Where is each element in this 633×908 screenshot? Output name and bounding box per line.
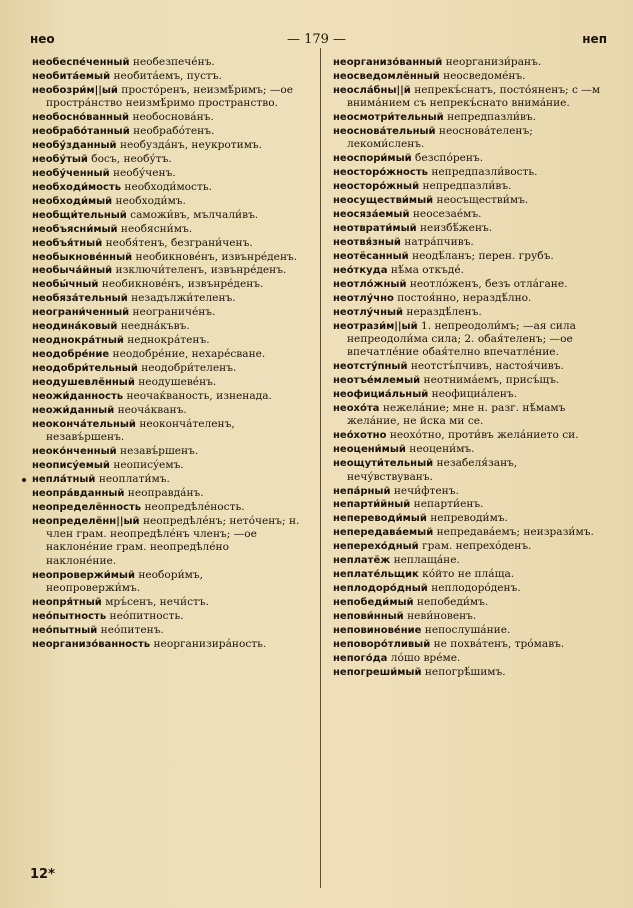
dictionary-entry (32, 390, 300, 403)
dictionary-entry (32, 445, 300, 458)
entry-definition: неоконча́теленъ, незавъ́ршенъ. (46, 417, 235, 444)
dictionary-entry (32, 237, 300, 250)
entry-headword: необосно́ванный (32, 112, 130, 124)
column-divider (320, 48, 321, 888)
page-header (0, 32, 633, 52)
entry-headword: неодина́ковый (32, 321, 118, 333)
entry-definition: просто́ренъ, неизмѣ́римъ; —ое простра́нство неизмѣ́римо пространство. (46, 83, 294, 110)
entry-headword: неоконча́тельный (32, 418, 136, 430)
entry-definition: неотло́женъ, безъ отла́гане. (409, 277, 568, 290)
dictionary-entry (333, 194, 605, 207)
entry-definition: необита́емъ, пустъ. (113, 69, 222, 82)
dictionary-entry (32, 515, 300, 568)
entry-headword: неосведомлённый (333, 70, 440, 82)
entry-headword: необяза́тельный (32, 293, 128, 305)
entry-definition: неосведоме́нъ. (443, 69, 526, 82)
dictionary-entry (333, 652, 605, 665)
entry-definition: мръ́сенъ, нечи́стъ. (105, 596, 209, 608)
dictionary-entry (32, 418, 300, 445)
entry-headword: неосторо́жный (333, 181, 420, 193)
entry-definition: неорганизи́ранъ. (445, 56, 542, 68)
entry-headword: неопра́вданный (32, 487, 125, 499)
entry-headword: нео́ткуда (333, 264, 388, 276)
entry-definition: неодобри́теленъ. (141, 362, 237, 375)
entry-headword: необходи́мый (32, 195, 113, 207)
right-column (333, 56, 605, 680)
entry-headword: непарти́йный (333, 499, 411, 511)
entry-headword: необита́емый (32, 70, 111, 82)
dictionary-entry (32, 251, 300, 264)
entry-headword: необы́чный (32, 279, 99, 291)
entry-definition: натра́пчивъ. (404, 236, 474, 248)
dictionary-entry (333, 70, 605, 83)
dictionary-entry (32, 376, 300, 389)
dictionary-entry (333, 180, 605, 193)
dictionary-entry (333, 485, 605, 498)
dictionary-entry (32, 292, 300, 305)
entry-definition: неофициа́ленъ. (431, 388, 518, 401)
entry-headword: непередава́емый (333, 527, 434, 539)
entry-headword: неповоро́тливый (333, 638, 431, 650)
entry-definition: неорганизира́ность. (153, 637, 267, 650)
entry-headword: необу́тый (32, 153, 88, 165)
entry-definition: неотстъ́пчивъ, настоя́чивъ. (410, 360, 564, 373)
entry-headword: неописýемый (32, 460, 110, 471)
dictionary-entry (32, 459, 300, 472)
entry-headword: неорганизо́ванность (32, 638, 151, 650)
entry-headword: неоспори́мый (333, 153, 412, 165)
dictionary-entry (333, 278, 605, 291)
dictionary-entry (32, 501, 300, 514)
dictionary-entry (333, 610, 605, 623)
dictionary-entry (333, 111, 605, 124)
entry-definition: не похва́тенъ, тро́мавъ. (433, 637, 565, 650)
entry-headword: непогреши́мый (333, 666, 422, 678)
dictionary-entry (333, 292, 605, 305)
dictionary-entry (32, 610, 300, 623)
dictionary-entry (32, 223, 300, 236)
entry-definition: непреводи́мъ. (430, 512, 508, 525)
dictionary-entry (333, 264, 605, 277)
entry-headword: необрабо́танный (32, 126, 130, 138)
dictionary-entry (333, 388, 605, 401)
dictionary-entry (333, 84, 605, 111)
entry-headword: неотло́жный (333, 278, 407, 290)
entry-headword: неощути́тельный (333, 458, 434, 470)
entry-definition: неохо́тно, проти́въ жела́нието си. (389, 429, 579, 442)
dictionary-entry (333, 457, 605, 484)
entry-headword: неоснова́тельный (333, 126, 436, 138)
dictionary-entry (32, 111, 300, 124)
entry-definition: необходи́мость. (124, 180, 212, 193)
entry-headword: необыкнове́нный (32, 251, 133, 263)
entry-headword: неодушевлённый (32, 376, 135, 388)
entry-definition: неоплати́мъ. (98, 472, 170, 485)
entry-headword: неосуществи́мый (333, 195, 434, 207)
entry-headword: неотвя́зный (333, 237, 401, 248)
entry-headword: неплатёж (333, 555, 391, 567)
entry-headword: необъя́тный (32, 237, 103, 249)
entry-definition: постоя́нно, нераздѣ́лно. (397, 291, 532, 304)
entry-definition: нечи́фтенъ. (393, 484, 459, 497)
entry-definition: необя́тенъ, безграни́ченъ. (105, 236, 253, 249)
dictionary-entry (333, 429, 605, 442)
entry-headword: нео́пытный (32, 624, 98, 636)
entry-headword: неожи́данность (32, 390, 124, 402)
page-number: — 179 — (286, 32, 347, 47)
entry-definition: необу́ченъ. (112, 166, 176, 179)
dictionary-entry (32, 348, 300, 361)
entry-definition: неограниче́нъ. (132, 306, 216, 319)
entry-definition: незадължи́теленъ. (131, 292, 236, 305)
entry-headword: неоцени́мый (333, 444, 406, 456)
entry-definition: необоснова́нъ. (132, 111, 214, 124)
entry-definition: нео́питность. (109, 609, 184, 622)
entry-definition: неоснова́теленъ; лекоми́сленъ. (347, 125, 533, 151)
entry-definition: непобеди́мъ. (416, 596, 489, 608)
entry-headword: непови́нный (333, 610, 404, 622)
dictionary-entry (333, 498, 605, 511)
entry-headword: неперехо́дный (333, 541, 419, 553)
entry-definition: безспо́ренъ. (415, 152, 484, 165)
entry-headword: нео́хотно (333, 430, 387, 442)
entry-headword: необходи́мость (32, 181, 122, 193)
entry-headword: неофициа́льный (333, 389, 429, 401)
entry-definition: неосъществи́мъ. (436, 194, 529, 207)
entry-headword: непла́тный (32, 473, 96, 485)
dictionary-entry (333, 306, 605, 319)
entry-definition: неодушеве́нъ. (138, 375, 217, 388)
dictionary-entry (333, 125, 605, 152)
entry-headword: непобеди́мый (333, 597, 414, 608)
entry-headword: неопровержи́мый (32, 569, 135, 581)
entry-definition: изключи́теленъ, извънре́денъ. (115, 264, 287, 277)
entry-definition: неописýемъ. (113, 459, 184, 471)
entry-definition: необикнове́нъ, извънре́денъ. (101, 278, 264, 291)
dictionary-entry (32, 569, 300, 596)
dictionary-entry (333, 320, 605, 360)
entry-headword: неорганизо́ванный (333, 57, 443, 68)
entry-definition: неоправда́нъ. (127, 486, 204, 499)
entry-definition: непредпазли́въ. (422, 180, 512, 193)
entry-definition: 1. непреодоли́мъ; —ая сила непреодоли́ма сила; 2. обая́теленъ; —ое впечатле́ние обая́телно впечатле́ние. (347, 319, 576, 359)
entry-definition: босъ, необу́тъ. (91, 152, 172, 165)
dictionary-entry (333, 236, 605, 249)
dictionary-entry (333, 526, 605, 539)
dictionary-entry (333, 554, 605, 567)
entry-definition: необясни́мъ. (120, 222, 193, 235)
dictionary-entry (32, 320, 300, 333)
dictionary-entry (32, 264, 300, 277)
dictionary-entry (32, 209, 300, 222)
dictionary-entry (32, 362, 300, 375)
entry-headword: необъясни́мый (32, 223, 118, 235)
entry-definition: непослуша́ние. (424, 623, 511, 636)
entry-definition: неплодоро́денъ. (431, 582, 521, 595)
entry-headword: необу́ченный (32, 167, 110, 179)
dictionary-entry (333, 624, 605, 637)
entry-headword: необеспе́ченный (32, 57, 130, 68)
entry-headword: неотёсанный (333, 250, 409, 262)
entry-definition: неопредѣле́нъ; нето́ченъ; н. член грам. неопредѣле́нъ членъ; —ое наклоне́ние грам. неопредѣле́но наклоне́ние. (46, 514, 300, 567)
header-left-guide-word: нео (30, 32, 55, 46)
entry-definition: неопредѣле́ность. (144, 500, 245, 513)
entry-definition: необезпече́нъ. (132, 56, 215, 68)
entry-definition: непредава́емъ; неизрази́мъ. (436, 526, 594, 539)
dictionary-entry (32, 624, 300, 637)
dictionary-entry (333, 250, 605, 263)
entry-headword: необщи́тельный (32, 209, 127, 221)
entry-headword: неосторо́жность (333, 167, 428, 179)
dictionary-entry (333, 222, 605, 235)
dictionary-entry (333, 56, 605, 69)
dictionary-entry (333, 540, 605, 553)
entry-headword: неопределённость (32, 501, 142, 513)
entry-definition: непогрѣ́шимъ. (424, 665, 506, 678)
entry-definition: неизбѣ́женъ. (420, 222, 493, 235)
dictionary-entry (32, 195, 300, 208)
entry-headword: неплате́льщик (333, 569, 419, 581)
dictionary-entry (32, 596, 300, 609)
entry-headword: неодобри́тельный (32, 363, 138, 375)
dictionary-entry (32, 139, 300, 152)
entry-headword: непереводи́мый (333, 513, 427, 525)
entry-headword: неотсту́пный (333, 361, 408, 373)
dictionary-entry (333, 666, 605, 679)
dictionary-entry (32, 638, 300, 651)
entry-definition: незабеля́занъ, нечу́вствуванъ. (347, 457, 518, 483)
entry-headword: неопря́тный (32, 597, 102, 608)
entry-definition: необходи́мъ. (115, 194, 186, 207)
entry-headword: непого́да (333, 652, 388, 664)
dictionary-entry (333, 166, 605, 179)
dictionary-entry (32, 153, 300, 166)
entry-headword: непа́рный (333, 485, 391, 497)
entry-definition: нео́питенъ. (100, 623, 164, 636)
entry-definition: неодобре́ние, нехаре́сване. (112, 348, 266, 361)
entry-headword: неотлу́чный (333, 306, 404, 318)
entry-headword: неосла́бны||й (333, 84, 411, 96)
dictionary-entry (333, 512, 605, 525)
entry-headword: нео́пытность (32, 610, 107, 622)
dictionary-entry (32, 167, 300, 180)
entry-definition: непредпазли́въ. (447, 111, 537, 124)
entry-headword: неотлу́чно (333, 292, 394, 304)
dictionary-entry (333, 152, 605, 165)
entry-headword: неосяза́емый (333, 209, 410, 221)
entry-headword: неожи́данный (32, 404, 115, 416)
entry-headword: неоко́нченный (32, 446, 117, 458)
dictionary-entry (32, 278, 300, 291)
entry-headword: неотврати́мый (333, 223, 417, 235)
dictionary-entry (333, 596, 605, 609)
dictionary-entry (333, 208, 605, 221)
dictionary-entry (333, 582, 605, 595)
dictionary-entry (32, 306, 300, 319)
dictionary-entry (333, 443, 605, 456)
entry-definition: неосезае́мъ. (412, 208, 482, 221)
entry-definition: нераздѣ́ленъ. (406, 305, 482, 318)
dictionary-entry (333, 360, 605, 373)
entry-headword: необу́зданный (32, 140, 117, 152)
dictionary-entry (32, 473, 300, 486)
entry-headword: неоднокра́тный (32, 335, 124, 347)
dictionary-entry (333, 402, 605, 429)
entry-definition: непрекъ́снатъ, посто́яненъ; с —м внима́нием съ непрекъ́снато внима́ние. (347, 83, 601, 110)
entry-headword: неплодоро́дный (333, 583, 428, 595)
entry-definition: ко́йто не пла́ща. (422, 568, 515, 581)
entry-definition: непарти́енъ. (413, 498, 484, 511)
dictionary-entry (32, 404, 300, 417)
entry-definition: нѣ́ма откъде́. (390, 263, 465, 276)
entry-definition: неднокра́тенъ. (127, 334, 210, 347)
dictionary-entry (32, 84, 300, 111)
entry-definition: необрабо́тенъ. (133, 125, 215, 138)
entry-definition: необори́мъ, неопровержи́мъ. (46, 568, 203, 595)
entry-definition: необузда́нъ, неукротимъ. (119, 139, 263, 152)
entry-definition: ло́шо вре́ме. (390, 651, 461, 664)
dictionary-entry (32, 70, 300, 83)
entry-definition: незавъ́ршенъ. (120, 445, 199, 458)
entry-definition: неплаща́не. (393, 554, 460, 567)
entry-definition: неоча́кванъ. (117, 403, 187, 416)
dictionary-entry (32, 125, 300, 138)
entry-definition: неодѣ́ланъ; перен. грубъ. (412, 249, 554, 262)
entry-headword: неохо́та (333, 403, 380, 415)
entry-headword: неограни́ченный (32, 307, 130, 319)
entry-headword: неповинове́ние (333, 624, 422, 636)
entry-definition: неоцени́мъ. (409, 443, 475, 456)
entry-headword: неопределённ||ый (32, 515, 140, 527)
entry-definition: неочаќваность, изненада. (126, 389, 272, 402)
entry-headword: неотрази́м||ый (333, 320, 418, 332)
entry-definition: неотнима́емъ, присъ́щъ. (423, 374, 560, 387)
entry-definition: грам. непрехо́денъ. (422, 540, 532, 553)
entry-definition: неедна́къвъ. (120, 320, 190, 333)
dictionary-entry (333, 374, 605, 387)
signature-mark: 12* (30, 867, 55, 882)
dictionary-entry (333, 638, 605, 651)
entry-definition: неви́новенъ. (407, 609, 477, 622)
entry-definition: непредпазли́вость. (431, 166, 538, 179)
entry-definition: саможи́въ, мълчали́въ. (130, 208, 259, 221)
entry-headword: необозри́м||ый (32, 84, 118, 96)
entry-definition: нежела́ние; мне н. разг. нѣ́мамъ жела́ние, не йска ми се. (347, 402, 566, 428)
entry-headword: неосмотри́тельный (333, 112, 444, 124)
dictionary-entry (333, 568, 605, 581)
entry-headword: необыча́йный (32, 265, 113, 277)
entry-headword: неодобре́ние (32, 349, 110, 361)
ink-dot (22, 478, 26, 482)
entry-headword: неотъе́млемый (333, 375, 421, 387)
left-column (32, 56, 300, 652)
header-right-guide-word: неп (582, 32, 607, 46)
dictionary-entry (32, 334, 300, 347)
dictionary-entry (32, 181, 300, 194)
dictionary-entry (32, 56, 300, 69)
entry-definition: необикнове́нъ, извънре́денъ. (135, 250, 298, 263)
dictionary-entry (32, 487, 300, 500)
